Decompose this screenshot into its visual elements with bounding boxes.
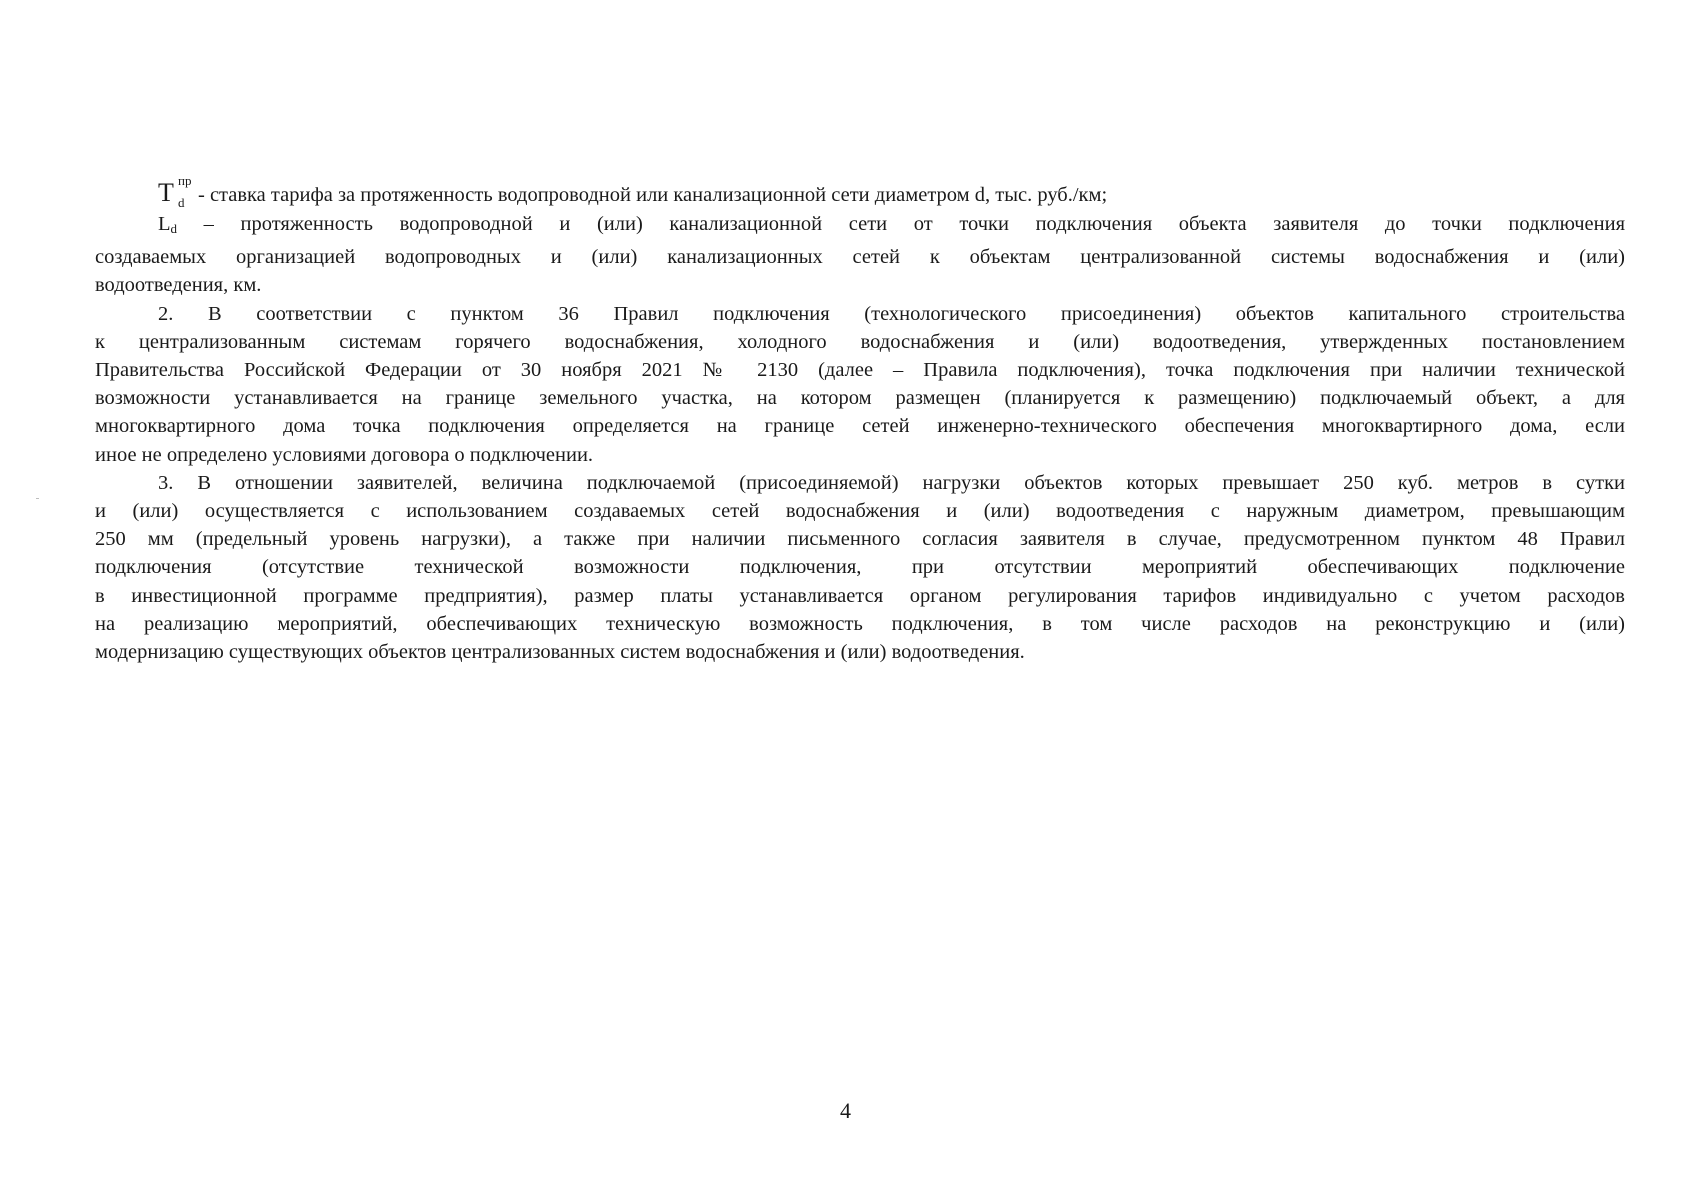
paragraph-line: водоотведения, км. xyxy=(95,274,262,297)
symbol-t-subscript: d xyxy=(178,195,185,210)
paragraph-line: 2. В соответствии с пунктом 36 Правил подключения (технологического присоединения) объектов капитального строительства xyxy=(158,302,1625,325)
paragraph-line: 3. В отношении заявителей, величина подключаемой (присоединяемой) нагрузки объектов которых превышает 250 куб. метров в сутки xyxy=(158,471,1625,494)
paragraph-line: на реализацию мероприятий, обеспечивающих техническую возможность подключения, в том числе расходов на реконструкцию и (или) xyxy=(95,612,1625,635)
symbol-l-base: L xyxy=(158,213,171,235)
formula-symbol-t xyxy=(158,173,198,210)
formula-symbol-l xyxy=(158,213,177,235)
page-number: 4 xyxy=(840,1098,851,1123)
paragraph-line: модернизацию существующих объектов централизованных систем водоснабжения и (или) водоотведения. xyxy=(95,641,1025,664)
paragraph-line xyxy=(95,210,1625,243)
connection-point-paragraph xyxy=(95,300,1625,469)
paragraph-line: создаваемых организацией водопроводных и (или) канализационных сетей к объектам централизованной системы водоснабжения и (или) xyxy=(95,246,1625,269)
individual-fee-paragraph xyxy=(95,469,1625,666)
paragraph-line: возможности устанавливается на границе земельного участка, на котором размещен (планируется к размещению) подключаемый объект, а для xyxy=(95,387,1625,410)
tariff-rate-text: - ставка тарифа за протяженность водопроводной или канализационной сети диаметром d, тыс. руб./км; xyxy=(198,184,1108,206)
paragraph-line: Правительства Российской Федерации от 30 ноября 2021 № 2130 (далее – Правила подключения), точка подключения при наличии технической xyxy=(95,359,1625,382)
tariff-rate-definition xyxy=(95,173,1625,210)
length-definition-paragraph xyxy=(95,210,1625,300)
paragraph-line-text: – протяженность водопроводной и (или) канализационной сети от точки подключения объекта заявителя до точки подключения xyxy=(203,213,1625,235)
paragraph-line: 250 мм (предельный уровень нагрузки), а также при наличии письменного согласия заявителя в случае, предусмотренном пунктом 48 Правил xyxy=(95,528,1625,551)
paragraph-line: иное не определено условиями договора о подключении. xyxy=(95,443,594,466)
paragraph-line: подключения (отсутствие технической возможности подключения, при отсутствии мероприятий обеспечивающих подключение xyxy=(95,556,1625,579)
symbol-l-subscript: d xyxy=(170,221,178,236)
paragraph-line: и (или) осуществляется с использованием создаваемых сетей водоснабжения и (или) водоотведения с наружным диаметром, превышающим xyxy=(95,500,1625,523)
document-body xyxy=(95,173,1625,666)
symbol-t-base: T xyxy=(158,178,174,207)
symbol-t-superscript: пр xyxy=(178,173,192,188)
paragraph-line: в инвестиционной программе предприятия), размер платы устанавливается органом регулирования тарифов индивидуально с учетом расходов xyxy=(95,584,1625,607)
paragraph-line: многоквартирного дома точка подключения определяется на границе сетей инженерно-технического обеспечения многоквартирного дома, если xyxy=(95,415,1625,438)
paragraph-line: к централизованным системам горячего водоснабжения, холодного водоснабжения и (или) водоотведения, утвержденных постановлением xyxy=(95,330,1625,353)
scan-artifact xyxy=(36,498,39,499)
